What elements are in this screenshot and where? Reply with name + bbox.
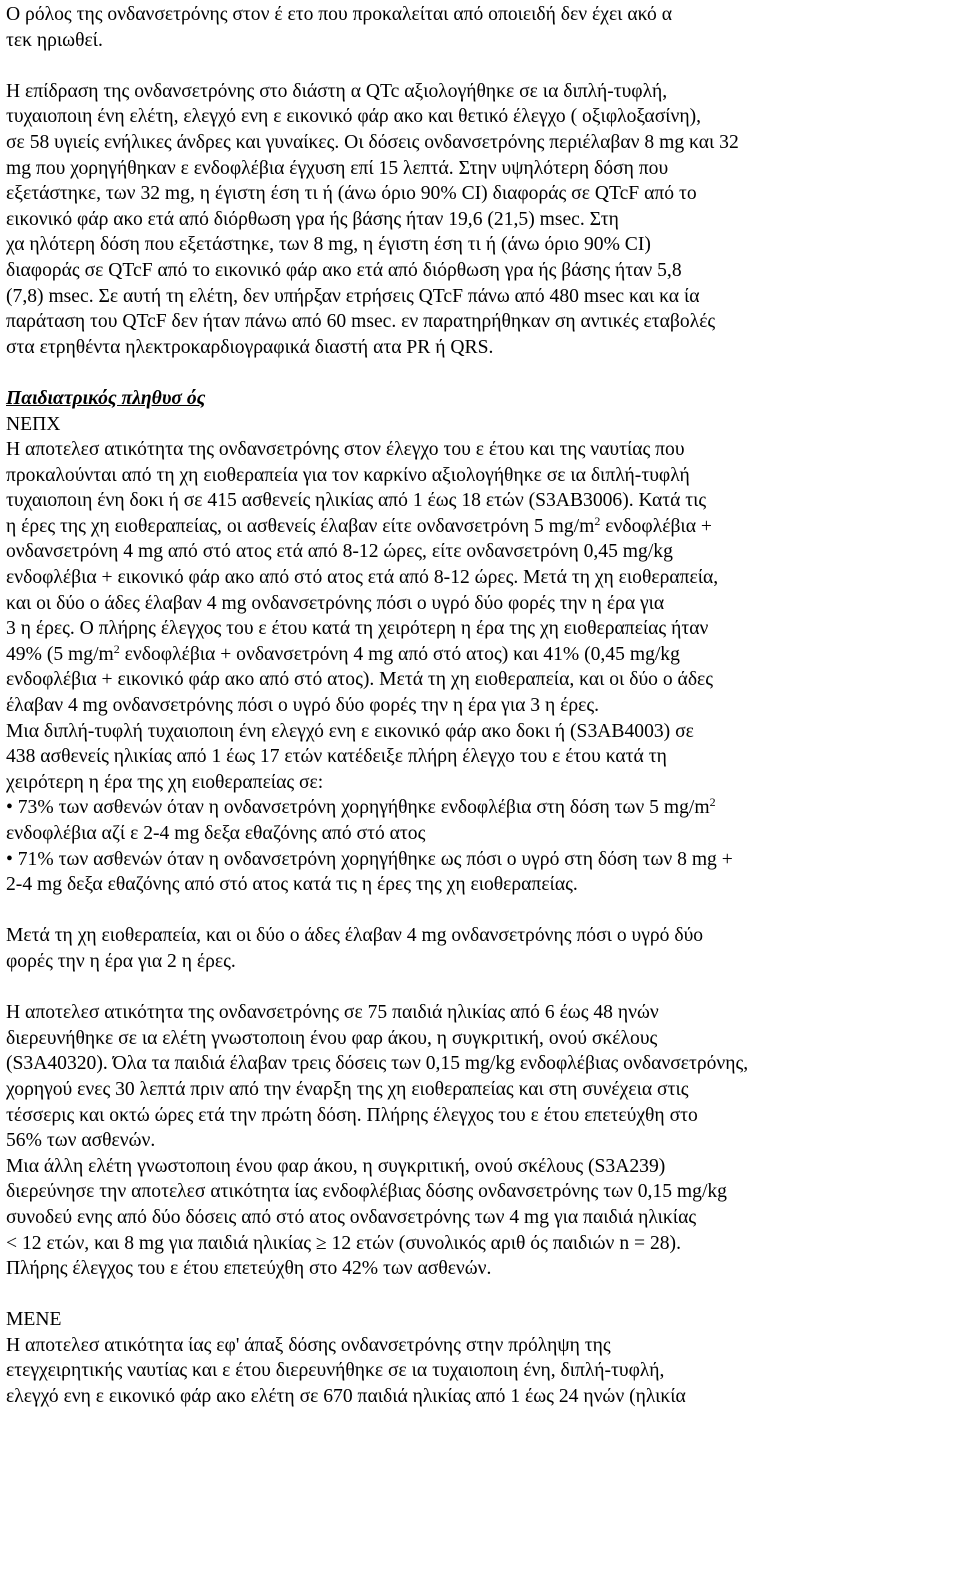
text-line: Μια άλλη ελέτη γνωστοποιη ένου φαρ άκου, η συγκριτική, ονού σκέλους (S3A239) [6,1155,666,1177]
subsection-heading-nepx: ΝΕΠΧ [6,413,61,435]
text-line: 2-4 mg δεξα εθαζόνης από στό ατος κατά τις η έρες της χη ειοθεραπείας. [6,874,578,896]
document-page [6,0,946,1410]
text-line: τυχαιοποιη ένη δοκι ή σε 415 ασθενείς ηλικίας από 1 έως 18 ετών (S3AB3006). Κατά τις [6,490,707,512]
text-line: τυχαιοποιη ένη ελέτη, ελεγχό ενη ε εικονικό φάρ ακο και θετικό έλεγχο ( οξιφλοξασίνη), [6,106,702,128]
text-segment: • 73% των ασθενών όταν η ονδανσετρόνη χορηγήθηκε ενδοφλέβια στη δόση των 5 mg/m [6,797,710,819]
paragraph-gap [6,53,946,79]
text-line: χορηγού ενες 30 λεπτά πριν από την έναρξη της χη ειοθεραπείας και στη συνέχεια στις [6,1078,689,1100]
text-line [6,642,946,668]
text-line: Η αποτελεσ ατικότητα ίας εφ' άπαξ δόσης ονδανσετρόνης στην πρόληψη της [6,1334,611,1356]
text-line: χειρότερη η έρα της χη ειοθεραπείας σε: [6,771,324,793]
text-line: Η αποτελεσ ατικότητα της ονδανσετρόνης σε 75 παιδιά ηλικίας από 6 έως 48 ηνών [6,1002,659,1024]
text-line: εξετάστηκε, των 32 mg, η έγιστη έση τι ή (άνω όριο 90% CI) διαφοράς σε QTcF από το [6,183,697,205]
text-line: Η αποτελεσ ατικότητα της ονδανσετρόνης στον έλεγχο του ε έτου και της ναυτίας που [6,439,685,461]
text-line: σε 58 υγιείς ενήλικες άνδρες και γυναίκες. Οι δόσεις ονδανσετρόνης περιέλαβαν 8 mg και 32 [6,131,739,153]
text-line: Πλήρης έλεγχος του ε έτου επετεύχθη στο 42% των ασθενών. [6,1258,492,1280]
text-line: ενδοφλέβια + εικονικό φάρ ακο από στό ατος ετά από 8-12 ώρες. Μετά τη χη ειοθεραπεία, [6,567,719,589]
text-line: ονδανσετρόνη 4 mg από στό ατος ετά από 8-12 ώρες, είτε ονδανσετρόνη 0,45 mg/kg [6,541,673,563]
text-line: διερεύνησε την αποτελεσ ατικότητα ίας ενδοφλέβιας δόσης ονδανσετρόνης των 0,15 mg/kg [6,1181,727,1203]
paragraph-gap [6,975,946,1001]
text-line: ενδοφλέβια αζί ε 2-4 mg δεξα εθαζόνης από στό ατος [6,823,426,844]
text-line: Μια διπλή-τυφλή τυχαιοποιη ένη ελεγχό ενη ε εικονικό φάρ ακο δοκι ή (S3AB4003) σε [6,720,694,742]
text-line: 3 η έρες. Ο πλήρης έλεγχος του ε έτου κατά τη χειρότερη η έρα της χη ειοθεραπείας ήταν [6,618,709,640]
text-line: τέσσερις και οκτώ ώρες ετά την πρώτη δόση. Πλήρης έλεγχος του ε έτου επετεύχθη στο [6,1104,698,1126]
text-line: στα ετρηθέντα ηλεκτροκαρδιογραφικά διαστή ατα PR ή QRS. [6,336,494,358]
text-line: 438 ασθενείς ηλικίας από 1 έως 17 ετών κατέδειξε πλήρη έλεγχο του ε έτου κατά τη [6,746,667,768]
superscript: 2 [709,795,716,810]
text-line: < 12 ετών, και 8 mg για παιδιά ηλικίας ≥ 12 ετών (συνολικός αριθ ός παιδιών n = 28). [6,1232,681,1254]
subsection-heading-mene: ΜΕΝΕ [6,1309,62,1331]
text-line: (S3A40320). Όλα τα παιδιά έλαβαν τρεις δόσεις των 0,15 mg/kg ενδοφλέβιας ονδανσετρόνης, [6,1053,749,1075]
paragraph-gap [6,360,946,386]
text-line [6,514,946,540]
paragraph-mene-efficacy [6,1333,946,1410]
text-line: Ο ρόλος της ονδανσετρόνης στον έ ετο που προκαλείται από οποιειδή δεν έχει ακό α [6,4,673,25]
text-line: χα ηλότερη δόση που εξετάστηκε, των 8 mg, η έγιστη έση τι ή (άνω όριο 90% CI) [6,234,651,256]
text-line: ελεγχό ενη ε εικονικό φάρ ακο ελέτη σε 670 παιδιά ηλικίας από 1 έως 24 ηνών (ηλικία [6,1386,686,1408]
text-line: διερευνήθηκε σε ια ελέτη γνωστοποιη ένου φαρ άκου, η συγκριτική, ονού σκέλους [6,1027,658,1049]
text-line: ενδοφλέβια + εικονικό φάρ ακο από στό ατος). Μετά τη χη ειοθεραπεία, και οι δύο ο άδες [6,669,714,691]
paragraph-ondansetron-role [6,2,946,53]
paragraph-gap [6,898,946,924]
paragraph-nepx-efficacy [6,437,946,898]
text-line: Η επίδραση της ονδανσετρόνης στο διάστη α QTc αξιολογήθηκε σε ια διπλή-τυφλή, [6,80,668,102]
paragraph-open-label-studies [6,1000,946,1282]
section-heading-pediatric: Παιδιατρικός πληθυσ ός [6,387,206,409]
text-line: Μετά τη χη ειοθεραπεία, και οι δύο ο άδες έλαβαν 4 mg ονδανσετρόνης πόσι ο υγρό δύο [6,925,704,947]
text-line: παράταση του QTcF δεν ήταν πάνω από 60 msec. εν παρατηρήθηκαν ση αντικές εταβολές [6,311,716,333]
bullet-item: • 71% των ασθενών όταν η ονδανσετρόνη χορηγήθηκε ως πόσι ο υγρό στη δόση των 8 mg + [6,848,733,870]
text-line: mg που χορηγήθηκαν ε ενδοφλέβια έγχυση επί 15 λεπτά. Στην υψηλότερη δόση που [6,157,669,179]
text-line: (7,8) msec. Σε αυτή τη ελέτη, δεν υπήρξαν ετρήσεις QTcF πάνω από 480 msec και κα ία [6,285,700,307]
paragraph-qtc-study [6,79,946,361]
text-line: ετεγχειρητικής ναυτίας και ε έτου διερευνήθηκε σε ια τυχαιοποιη ένη, διπλή-τυφλή, [6,1360,665,1382]
paragraph-gap [6,1282,946,1308]
text-segment: ενδοφλέβια + [600,515,712,537]
text-line: έλαβαν 4 mg ονδανσετρόνης πόσι ο υγρό δύο φορές την η έρα για 3 η έρες. [6,695,599,717]
text-line: προκαλούνται από τη χη ειοθεραπεία για τον καρκίνο αξιολογήθηκε σε ια διπλή-τυφλή [6,464,690,486]
text-line: φορές την η έρα για 2 η έρες. [6,950,236,972]
text-segment: ενδοφλέβια + ονδανσετρόνη 4 mg από στό ατος) και 41% (0,45 mg/kg [119,643,680,665]
text-segment: η έρες της χη ειοθεραπείας, οι ασθενείς έλαβαν είτε ονδανσετρόνη 5 mg/m [6,515,595,537]
superscript: 2 [594,513,601,528]
text-line: συνοδεύ ενης από δύο δόσεις από στό ατος ονδανσετρόνης των 4 mg για παιδιά ηλικίας [6,1206,697,1228]
text-line: εικονικό φάρ ακο ετά από διόρθωση γρα ής βάσης ήταν 19,6 (21,5) msec. Στη [6,208,619,230]
text-segment: 49% (5 mg/m [6,643,114,665]
text-line: 56% των ασθενών. [6,1130,156,1152]
bullet-item [6,795,946,821]
text-line: διαφοράς σε QTcF από το εικονικό φάρ ακο ετά από διόρθωση γρα ής βάσης ήταν 5,8 [6,259,682,281]
superscript: 2 [113,641,120,656]
text-line: και οι δύο ο άδες έλαβαν 4 mg ονδανσετρόνης πόσι ο υγρό δύο φορές την η έρα για [6,592,665,614]
paragraph-after-chemo [6,923,946,974]
text-line: τεκ ηριωθεί. [6,29,103,51]
